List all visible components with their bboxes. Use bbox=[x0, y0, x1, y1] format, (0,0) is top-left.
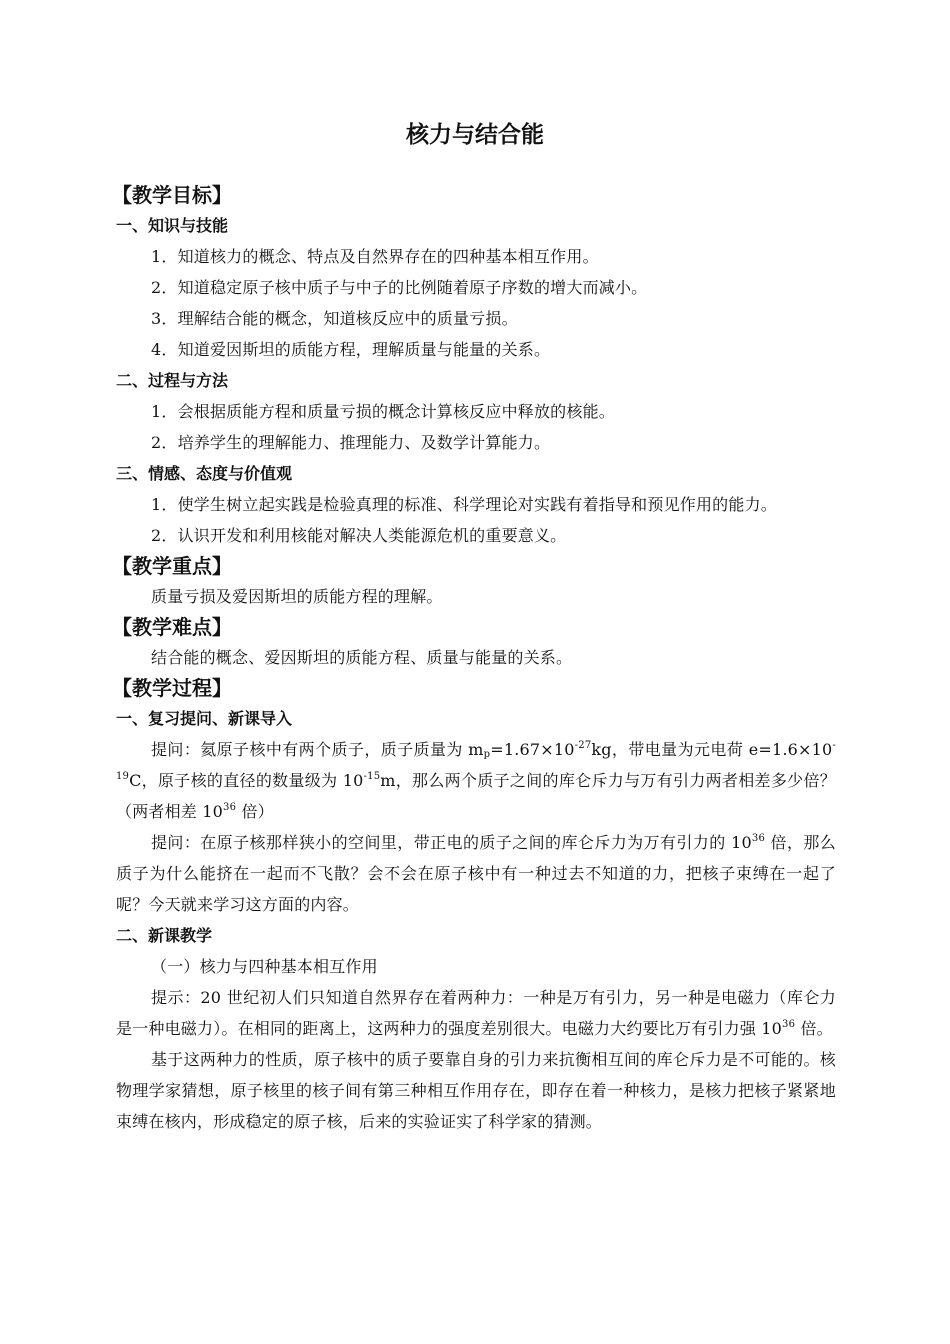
section-heading-process: 【教学过程】 bbox=[112, 676, 232, 700]
subheading-knowledge: 一、知识与技能 bbox=[116, 216, 229, 235]
section-heading-difficult-points: 【教学难点】 bbox=[112, 615, 232, 639]
text-run: 提示：20 世纪初人们只知道自然界存在着两种力：一种是万有引力，另一种是电磁力（库仑力是一种电磁力）。在相同的距离上，这两种力的强度差别很大。电磁力大约要比万有引力强 10 bbox=[116, 988, 836, 1038]
list-item: 4．知道爱因斯坦的质能方程，理解质量与能量的关系。 bbox=[151, 340, 551, 359]
text-run: 提问：在原子核那样狭小的空间里，带正电的质子之间的库仑斥力为万有引力的 10 bbox=[151, 833, 752, 852]
section-heading-key-points: 【教学重点】 bbox=[112, 554, 232, 578]
document-body bbox=[112, 180, 837, 1137]
key-points-text: 质量亏损及爱因斯坦的质能方程的理解。 bbox=[151, 587, 443, 606]
list-item: 1．使学生树立起实践是检验真理的标准、科学理论对实践有着指导和预见作用的能力。 bbox=[151, 495, 777, 514]
part-title: （一）核力与四种基本相互作用 bbox=[151, 957, 378, 976]
text-run: C，原子核的直径的数量级为 10 bbox=[129, 771, 364, 790]
list-item: 1．会根据质能方程和质量亏损的概念计算核反应中释放的核能。 bbox=[151, 402, 615, 421]
text-run: m，那么两个质子之间的库仑斥力与万有引力两者相差多少倍？（两者相差 10 bbox=[116, 771, 836, 821]
section-heading-goals: 【教学目标】 bbox=[112, 183, 232, 207]
subheading-process: 二、过程与方法 bbox=[116, 371, 229, 390]
text-run: 倍，那么质子为什么能挤在一起而不飞散？会不会在原子核中有一种过去不知道的力，把核子束缚在一起了呢？今天就来学习这方面的内容。 bbox=[116, 833, 837, 914]
superscript: 36 bbox=[751, 833, 766, 844]
list-item: 2．知道稳定原子核中质子与中子的比例随着原子序数的增大而减小。 bbox=[151, 278, 648, 297]
superscript: -27 bbox=[574, 740, 592, 751]
list-item: 3．理解结合能的概念，知道核反应中的质量亏损。 bbox=[151, 309, 518, 328]
body-paragraph: 基于这两种力的性质，原子核中的质子要靠自身的引力来抗衡相互间的库仑斥力是不可能的。核物理学家猜想，原子核里的核子间有第三种相互作用存在，即存在着一种核力，是核力把核子紧紧地束缚在核内，形成稳定的原子核，后来的实验证实了科学家的猜测。 bbox=[116, 1050, 836, 1131]
subheading-review: 一、复习提问、新课导入 bbox=[116, 709, 293, 728]
list-item: 1．知道核力的概念、特点及自然界存在的四种基本相互作用。 bbox=[151, 247, 599, 266]
hint-paragraph bbox=[116, 982, 836, 1044]
subheading-new-lesson: 二、新课教学 bbox=[116, 926, 213, 945]
subheading-emotion: 三、情感、态度与价值观 bbox=[116, 464, 293, 483]
superscript: 36 bbox=[782, 1019, 796, 1030]
text-run: kg，带电量为元电荷 e=1.6×10 bbox=[591, 740, 833, 759]
superscript: -19 bbox=[116, 740, 836, 782]
superscript: -15 bbox=[363, 771, 381, 782]
subscript: p bbox=[483, 749, 491, 760]
page-title: 核力与结合能 bbox=[406, 122, 544, 148]
text-run: 倍。 bbox=[795, 1019, 833, 1038]
question-paragraph-1 bbox=[116, 734, 836, 827]
list-item: 2．认识开发和利用核能对解决人类能源危机的重要意义。 bbox=[151, 526, 567, 545]
superscript: 36 bbox=[223, 802, 237, 813]
text-run: 倍） bbox=[236, 802, 274, 821]
list-item: 2．培养学生的理解能力、推理能力、及数学计算能力。 bbox=[151, 433, 551, 452]
text-run: 提问：氦原子核中有两个质子，质子质量为 m bbox=[151, 740, 484, 759]
question-paragraph-2 bbox=[116, 827, 836, 920]
difficult-points-text: 结合能的概念、爱因斯坦的质能方程、质量与能量的关系。 bbox=[151, 648, 573, 667]
text-run: =1.67×10 bbox=[490, 740, 575, 759]
